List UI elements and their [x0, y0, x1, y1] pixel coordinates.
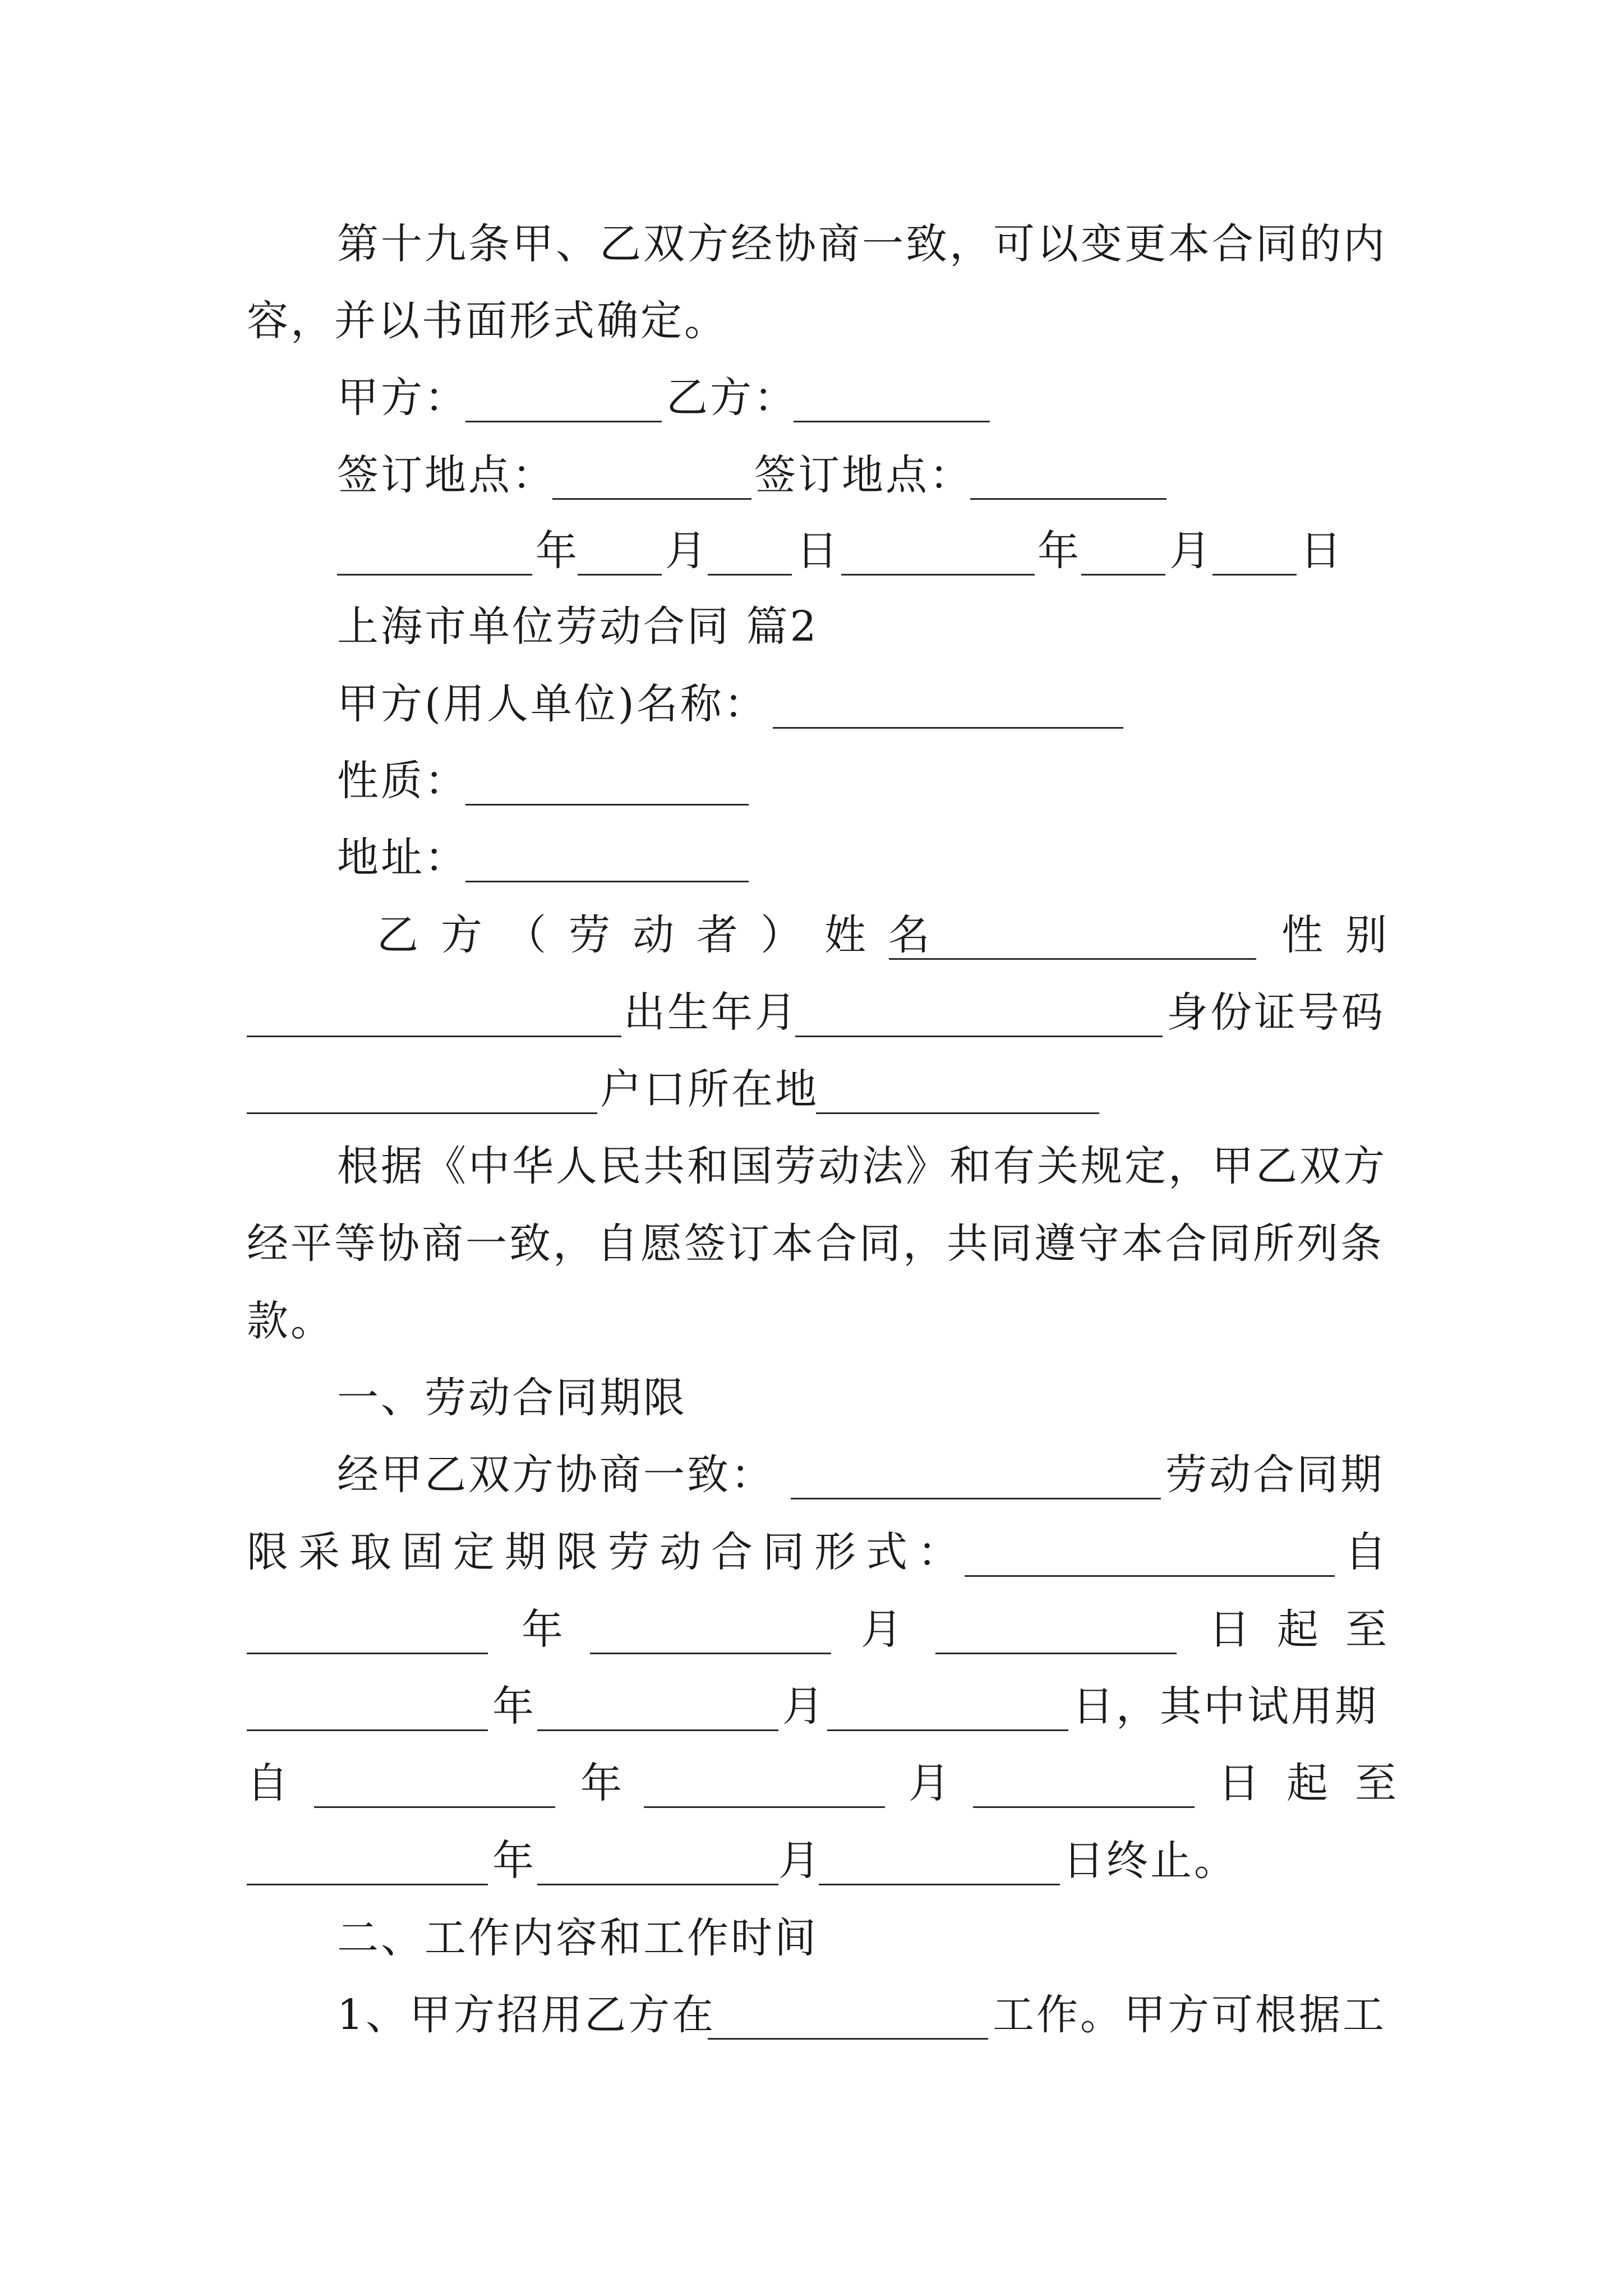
day-from-to: 日起至 — [1209, 1605, 1414, 1654]
day-a-blank[interactable] — [708, 530, 792, 576]
agree-text: 经甲乙双方协商一致： — [337, 1451, 774, 1499]
start-month-blank[interactable] — [590, 1609, 831, 1654]
month-label: 月 — [778, 1837, 822, 1885]
work-position-blank[interactable] — [708, 1994, 988, 2040]
probation-end-day-blank[interactable] — [819, 1840, 1060, 1885]
start-day-blank[interactable] — [935, 1609, 1177, 1654]
party-a-blank[interactable] — [465, 377, 662, 422]
year-label: 年 — [492, 1837, 536, 1885]
employee-prefix: 乙方（劳动者）姓名 — [377, 911, 952, 959]
end-year-blank[interactable] — [247, 1686, 488, 1731]
month-b-blank[interactable] — [1081, 530, 1165, 576]
start-year-blank[interactable] — [247, 1609, 488, 1654]
month-b-label: 月 — [1169, 527, 1213, 575]
probation-start-day-blank[interactable] — [973, 1763, 1195, 1808]
day-end: 日终止。 — [1063, 1837, 1238, 1885]
form-text: 限采取固定期限劳动合同形式： — [247, 1528, 969, 1576]
period-text: 劳动合同期 — [1165, 1451, 1384, 1499]
employee-hukou-blank[interactable] — [816, 1069, 1099, 1114]
year-a-blank[interactable] — [337, 530, 532, 576]
heading: 一、劳动合同期限 — [337, 1374, 687, 1422]
text: 第十九条甲、乙双方经协商一致，可以变更本合同的内 — [337, 220, 1387, 268]
day-b-label: 日 — [1300, 527, 1344, 575]
year-label: 年 — [522, 1605, 565, 1654]
employee-birth-label: 出生年月 — [624, 988, 799, 1037]
employee-name-blank[interactable] — [889, 914, 1256, 960]
day-b-blank[interactable] — [1212, 530, 1297, 576]
year-b-blank[interactable] — [841, 530, 1035, 576]
month-label: 月 — [861, 1605, 905, 1654]
month-a-label: 月 — [665, 527, 709, 575]
year-label: 年 — [580, 1759, 624, 1807]
party-b-label: 乙方： — [666, 374, 797, 422]
day-a-label: 日 — [796, 527, 840, 575]
employer-name-label: 甲方(用人单位)名称： — [337, 680, 768, 728]
year-a-label: 年 — [536, 527, 579, 575]
item-1-text-a: 1、甲方招用乙方在 — [337, 1991, 716, 2039]
form-blank[interactable] — [965, 1531, 1335, 1577]
from-text: 自 — [1345, 1528, 1389, 1576]
day-from-to: 日起至 — [1218, 1759, 1423, 1807]
month-label: 月 — [909, 1759, 952, 1807]
place-a-blank[interactable] — [552, 454, 751, 500]
probation-start-month-blank[interactable] — [644, 1763, 885, 1808]
agree-blank[interactable] — [791, 1454, 1161, 1499]
employer-name-blank[interactable] — [773, 683, 1123, 729]
employee-gender-label: 性别 — [1281, 911, 1409, 959]
employer-nature-blank[interactable] — [465, 760, 749, 806]
month-label: 月 — [782, 1682, 826, 1731]
text: 经平等协商一致，自愿签订本合同，共同遵守本合同所列条 — [247, 1220, 1384, 1268]
heading: 二、工作内容和工作时间 — [337, 1914, 818, 1962]
employee-gender-blank[interactable] — [247, 992, 621, 1037]
year-label: 年 — [492, 1682, 536, 1731]
party-a-label: 甲方： — [337, 374, 468, 422]
text: 款。 — [247, 1297, 334, 1345]
month-a-blank[interactable] — [578, 530, 662, 576]
employer-nature-label: 性质： — [337, 757, 468, 805]
place-b-blank[interactable] — [970, 454, 1166, 500]
place-a-label: 签订地点： — [337, 451, 556, 499]
place-b-label: 签订地点： — [754, 451, 973, 499]
end-month-blank[interactable] — [537, 1686, 778, 1731]
heading: 上海市单位劳动合同 篇2 — [337, 602, 819, 651]
party-b-blank[interactable] — [794, 377, 990, 422]
probation-end-month-blank[interactable] — [537, 1840, 778, 1885]
year-b-label: 年 — [1038, 527, 1081, 575]
text: 根据《中华人民共和国劳动法》和有关规定，甲乙双方 — [337, 1142, 1387, 1190]
probation-end-year-blank[interactable] — [247, 1840, 488, 1885]
text: 容，并以书面形式确定。 — [247, 297, 728, 345]
day-probation: 日，其中试用期 — [1072, 1682, 1378, 1731]
end-day-blank[interactable] — [827, 1686, 1068, 1731]
employee-birth-blank[interactable] — [795, 992, 1163, 1037]
employer-address-blank[interactable] — [465, 837, 749, 882]
employer-address-label: 地址： — [337, 834, 468, 882]
from-text: 自 — [247, 1759, 291, 1807]
employee-id-label: 身份证号码 — [1166, 988, 1385, 1037]
probation-start-year-blank[interactable] — [314, 1763, 555, 1808]
employee-hukou-label: 户口所在地 — [600, 1065, 819, 1114]
employee-id-blank[interactable] — [247, 1069, 597, 1114]
item-1-text-b: 工作。甲方可根据工 — [993, 1991, 1386, 2039]
